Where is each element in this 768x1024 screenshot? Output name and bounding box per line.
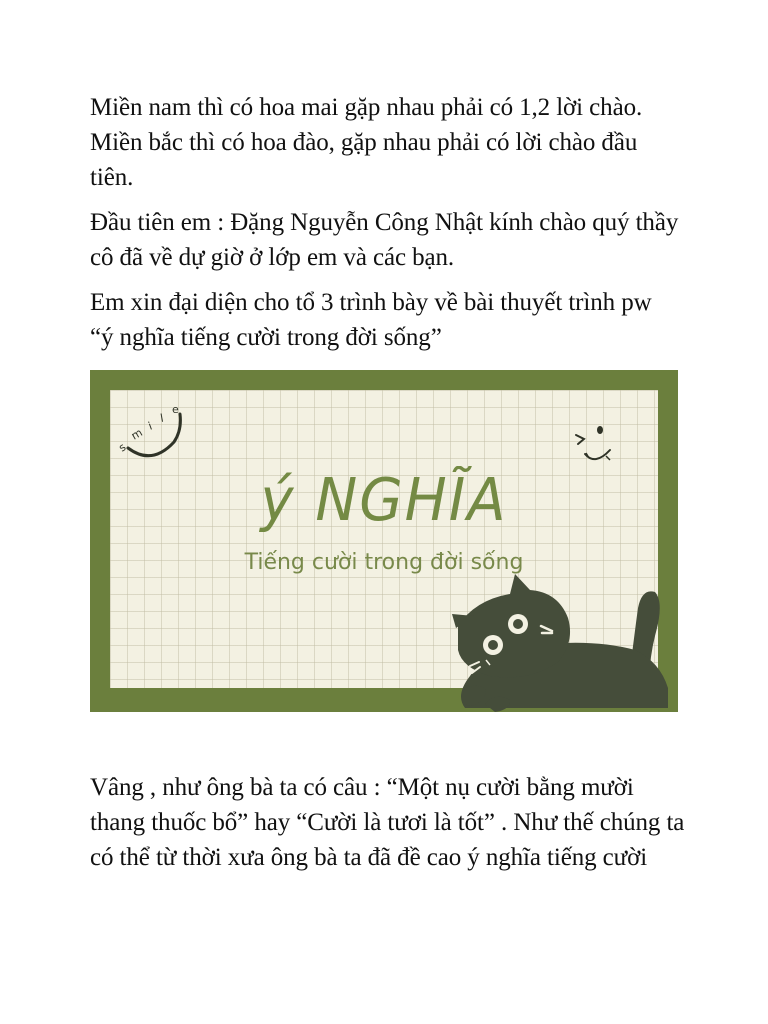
slide-subtitle: Tiếng cười trong đời sống — [244, 550, 524, 575]
svg-text:m: m — [129, 425, 145, 443]
slide-decorations — [90, 370, 678, 712]
document-body-continued — [90, 770, 690, 875]
slide-image — [90, 370, 678, 712]
svg-text:l: l — [159, 411, 165, 425]
wink-face-icon — [576, 426, 610, 460]
svg-text:e: e — [172, 403, 179, 416]
document-body — [90, 90, 680, 355]
slide-title: ý NGHĨA — [260, 466, 508, 535]
paragraph-introduction: Đầu tiên em : Đặng Nguyễn Công Nhật kính chào quý thầy cô đã về dự giờ ở lớp em và các bạn. — [90, 209, 679, 271]
cat-illustration — [452, 574, 668, 712]
svg-text:s: s — [116, 440, 129, 455]
smile-doodle-icon — [116, 403, 180, 456]
paragraph-proverb: Vâng , như ông bà ta có câu : “Một nụ cười bằng mười thang thuốc bổ” hay “Cười là tươi là tốt” . Như thế chúng ta có thể từ thời xưa ông bà ta đã đề cao ý nghĩa tiếng cười — [90, 774, 685, 871]
paragraph-greeting: Miền nam thì có hoa mai gặp nhau phải có 1,2 lời chào. Miền bắc thì có hoa đào, gặp nhau phải có lời chào đầu tiên. — [90, 94, 643, 191]
svg-text:i: i — [146, 419, 154, 433]
paragraph-presentation-topic: Em xin đại diện cho tổ 3 trình bày về bài thuyết trình pw “ý nghĩa tiếng cười trong đời sống” — [90, 289, 652, 351]
